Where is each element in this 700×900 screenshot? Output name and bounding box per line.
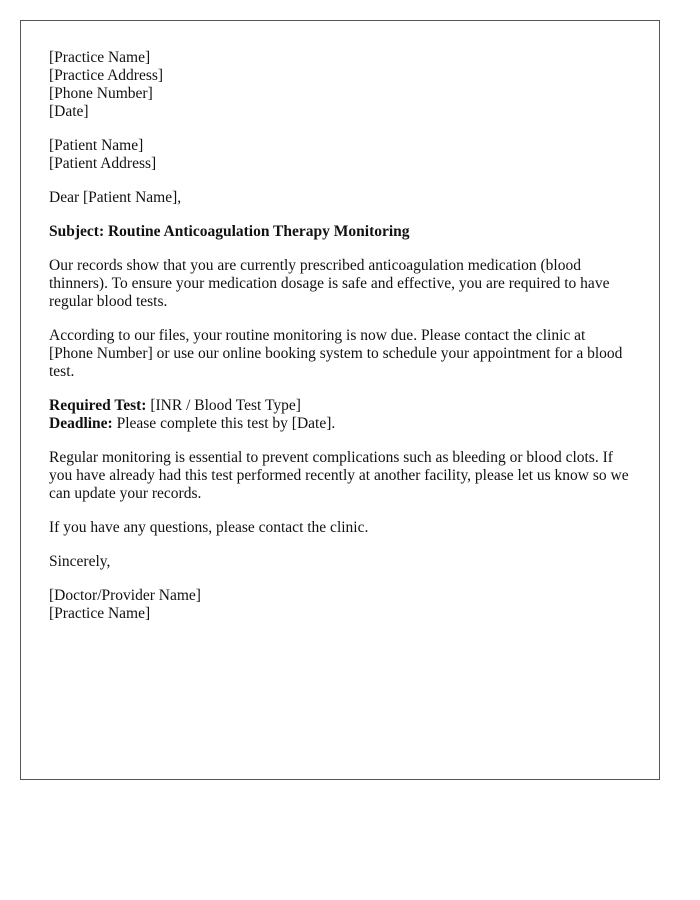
recipient-block [49, 137, 631, 173]
signature-provider-name: [Doctor/Provider Name] [49, 587, 201, 604]
paragraph-prescription: Our records show that you are currently prescribed anticoagulation medication (blood thinners). To ensure your medication dosage is safe and effective, you are required to have regular blood tests. [49, 257, 610, 310]
sender-phone-number: [Phone Number] [49, 85, 153, 102]
paragraph-importance: Regular monitoring is essential to prevent complications such as bleeding or blood clots. If you have already had this test performed recently at another facility, please let us know so we can update your records. [49, 449, 629, 502]
deadline-line [49, 415, 631, 433]
signature-practice-name: [Practice Name] [49, 605, 151, 622]
required-test-line [49, 397, 631, 415]
sender-practice-name: [Practice Name] [49, 49, 151, 66]
letter-date: [Date] [49, 103, 89, 120]
required-test-label: Required Test: [49, 397, 147, 414]
recipient-patient-address: [Patient Address] [49, 155, 157, 172]
paragraph-questions: If you have any questions, please contact the clinic. [49, 519, 369, 536]
deadline-label: Deadline: [49, 415, 113, 432]
sender-practice-address: [Practice Address] [49, 67, 164, 84]
letter-page [20, 20, 660, 780]
signature-block [49, 587, 631, 623]
closing: Sincerely, [49, 553, 111, 570]
deadline-value: Please complete this test by [Date]. [112, 415, 336, 432]
required-test-value: [INR / Blood Test Type] [146, 397, 301, 414]
salutation: Dear [Patient Name], [49, 189, 182, 206]
recipient-patient-name: [Patient Name] [49, 137, 144, 154]
subject-line: Subject: Routine Anticoagulation Therapy Monitoring [49, 223, 410, 240]
test-details-block [49, 397, 631, 433]
sender-block [49, 49, 631, 121]
paragraph-monitoring-due: According to our files, your routine monitoring is now due. Please contact the clinic at [Phone Number] or use our online booking system to schedule your appointment for a blood test. [49, 327, 623, 380]
